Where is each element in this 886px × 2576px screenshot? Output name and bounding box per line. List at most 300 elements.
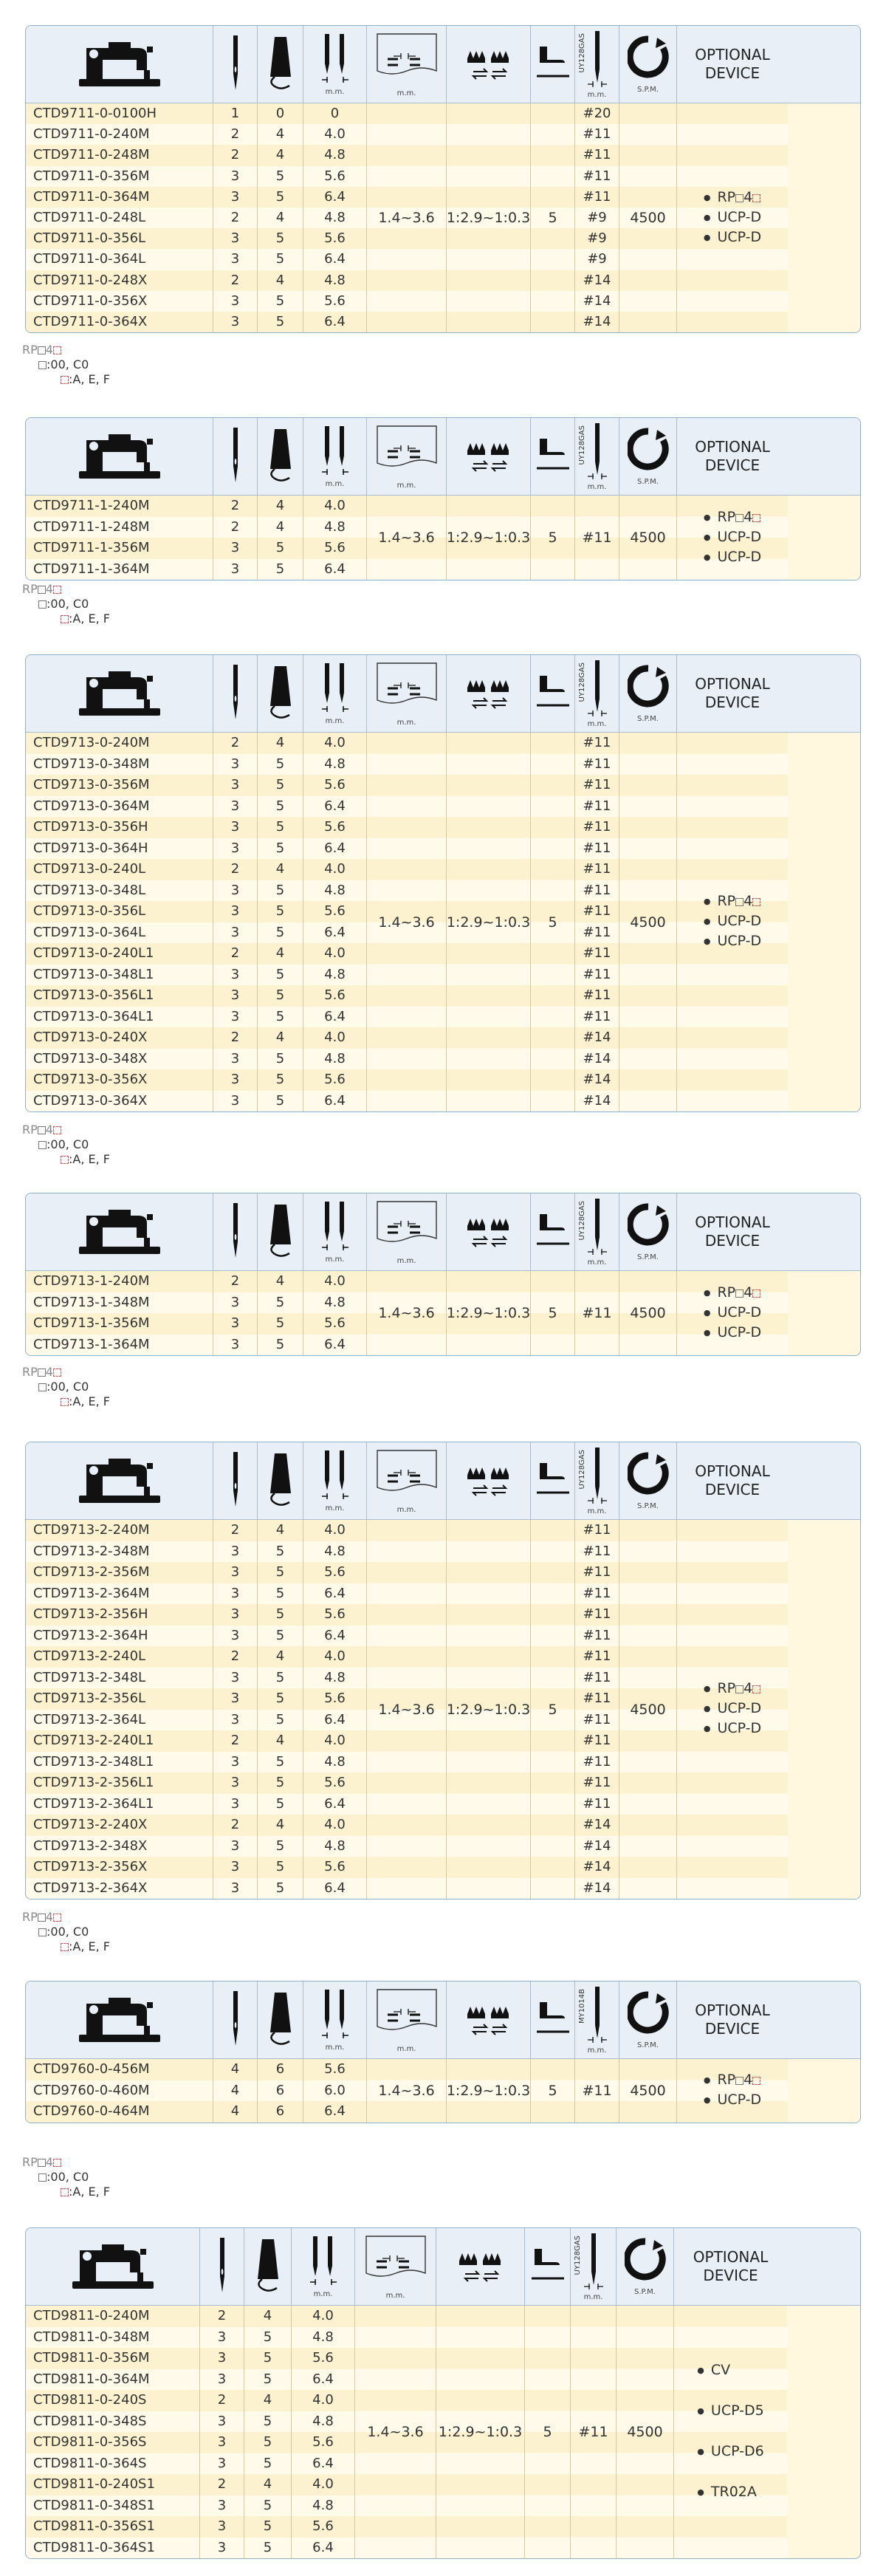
presser-foot-lift: [531, 496, 575, 580]
note-box-values: :00, C0: [47, 1925, 89, 1939]
table-cell: #11: [575, 965, 619, 986]
table-cell: 4: [258, 1730, 303, 1752]
spec-table: [25, 1442, 861, 1900]
model-column: [26, 733, 213, 1111]
device-name: UCP-D: [717, 1304, 762, 1320]
table-cell: 3: [213, 1541, 257, 1563]
presser-foot-lift-icon: [535, 434, 571, 479]
needle-system-icon: [586, 659, 608, 719]
rp-digit: 4: [744, 2072, 753, 2088]
table-cell: 5.6: [303, 901, 366, 922]
table-cell: CTD9713-2-364H: [26, 1626, 213, 1647]
table-cell: 5: [244, 2369, 291, 2391]
table-cell: 3: [213, 1049, 257, 1070]
table-cell: CTD9713-0-356H: [26, 817, 213, 838]
max-speed-value: 4500: [627, 2424, 663, 2440]
needle-system-label: UY128GAS: [578, 33, 586, 73]
needle-system-icon: [586, 30, 608, 90]
max-speed: [617, 2306, 674, 2558]
needle-icon: [230, 34, 241, 95]
table-cell: #14: [575, 1049, 619, 1070]
table-cell: 3: [200, 2348, 244, 2369]
thread-cone-icon: [266, 1450, 295, 1511]
table-cell: CTD9711-0-248L: [26, 208, 213, 228]
table-cell: 5: [258, 291, 303, 312]
needle-size-value: #11: [582, 2083, 612, 2099]
table-cell: 4.8: [303, 1049, 366, 1070]
table-cell: 2: [200, 2474, 244, 2496]
placeholder-dashed-box-icon: [752, 194, 760, 202]
table-cell: #11: [575, 1626, 619, 1647]
spec-table: [25, 1193, 861, 1356]
table-cell: CTD9811-0-348M: [26, 2327, 199, 2349]
note-line-rp: [22, 343, 110, 357]
table-cell: #11: [575, 1541, 619, 1563]
table-cell: 4.0: [303, 1815, 366, 1836]
table-cell: 4: [258, 496, 303, 517]
placeholder-box-icon: [38, 1126, 46, 1134]
placeholder-dashed-box-icon: [752, 2077, 760, 2085]
device-name: TR02A: [710, 2484, 757, 2500]
table-cell: 4.0: [292, 2474, 354, 2496]
placeholder-dashed-box-icon: [752, 898, 760, 906]
table-cell: 5: [258, 187, 303, 208]
needle-system-icon: [586, 422, 608, 482]
placeholder-box-icon: [735, 1685, 744, 1693]
sewing-machine-icon: [64, 1201, 175, 1263]
table-cell: CTD9713-2-240X: [26, 1815, 213, 1836]
table-cell: #11: [575, 1562, 619, 1583]
placeholder-dashed-box-icon: [53, 586, 61, 594]
needles-column: [213, 1520, 258, 1899]
table-cell: 3: [213, 1626, 257, 1647]
speed-icon: [625, 2237, 666, 2287]
header-cell: [26, 1981, 213, 2058]
spec-table-section: [25, 25, 861, 333]
table-cell: CTD9713-1-364M: [26, 1335, 213, 1356]
table-cell: CTD9713-0-356M: [26, 775, 213, 796]
table-cell: 3: [213, 1007, 257, 1028]
table-cell: 5: [258, 1688, 303, 1710]
rp-code-notes: [22, 1365, 110, 1409]
table-cell: CTD9713-2-364M: [26, 1583, 213, 1605]
needle-system-label: MY1014B: [578, 1989, 586, 2024]
presser-foot-lift: [531, 733, 575, 1111]
table-cell: 3: [213, 1752, 257, 1773]
table-cell: 3: [200, 2432, 244, 2453]
note-rp: RP: [22, 1365, 38, 1379]
needle-icon: [230, 1202, 241, 1262]
header-cell: [447, 418, 531, 495]
speed-unit-label: S.P.M.: [637, 86, 659, 94]
table-cell: 5.6: [303, 817, 366, 838]
note-dashed-values: :A, E, F: [69, 2185, 110, 2199]
table-cell: 5: [258, 1626, 303, 1647]
speed-unit-label: S.P.M.: [637, 1502, 659, 1510]
table-body: [26, 1520, 860, 1899]
table-cell: 5: [244, 2432, 291, 2453]
presser-foot-lift-value: 5: [548, 1305, 557, 1321]
needle-system-icon: [586, 1446, 608, 1507]
table-cell: 5.6: [292, 2348, 354, 2369]
table-cell: #11: [575, 754, 619, 775]
table-cell: CTD9711-1-364M: [26, 559, 213, 580]
differential-feed-icon: [463, 1459, 515, 1503]
table-cell: 4.0: [303, 496, 366, 517]
table-cell: 3: [213, 1878, 257, 1900]
needle-system-label: UY128GAS: [578, 662, 586, 702]
table-cell: 3: [213, 228, 257, 249]
unit-label: m.m.: [583, 2293, 603, 2301]
header-cell: [26, 418, 213, 495]
table-cell: 6.4: [303, 1335, 366, 1356]
unit-label: m.m.: [396, 719, 416, 727]
stitch-length-value: 1.4~3.6: [367, 2424, 424, 2440]
table-cell: CTD9713-0-348L: [26, 880, 213, 902]
table-body: [26, 733, 860, 1111]
table-cell: CTD9811-0-240S: [26, 2390, 199, 2411]
placeholder-dashed-box-icon: [61, 1943, 69, 1951]
device-item: [704, 188, 761, 208]
note-line-rp: [22, 1910, 110, 1925]
header-cell: [531, 655, 575, 732]
header-cell: [258, 418, 303, 495]
table-cell: 3: [213, 775, 257, 796]
needles-column: [213, 103, 258, 332]
header-cell: [447, 1193, 531, 1270]
device-item: [697, 2351, 763, 2391]
device-name: UCP-D: [717, 528, 762, 545]
table-cell: 2: [213, 1730, 257, 1752]
presser-foot-lift: [531, 103, 575, 332]
device-name: UCP-D: [717, 228, 762, 245]
table-cell: CTD9713-0-240X: [26, 1027, 213, 1049]
table-cell: 5: [258, 228, 303, 249]
table-cell: 5: [244, 2348, 291, 2369]
device-item: [704, 528, 761, 548]
header-cell: [244, 2228, 292, 2305]
header-cell-optional-device: [677, 1442, 788, 1519]
device-name: UCP-D: [717, 1720, 762, 1736]
header-cell: [525, 2228, 571, 2305]
table-cell: 5.6: [303, 1069, 366, 1091]
header-cell: [575, 655, 619, 732]
placeholder-dashed-box-icon: [61, 1156, 69, 1164]
table-cell: 5: [258, 1752, 303, 1773]
max-speed-value: 4500: [630, 914, 666, 931]
table-cell: CTD9711-1-240M: [26, 496, 213, 517]
header-cell: [619, 655, 677, 732]
unit-label: m.m.: [385, 2292, 405, 2300]
table-cell: 2: [213, 733, 257, 754]
header-cell: [619, 418, 677, 495]
max-speed: [619, 2059, 677, 2123]
table-cell: CTD9713-0-356X: [26, 1069, 213, 1091]
presser-foot-lift-value: 5: [543, 2424, 552, 2440]
max-speed-value: 4500: [630, 2083, 666, 2099]
table-cell: #11: [575, 880, 619, 902]
placeholder-box-icon: [735, 1289, 744, 1298]
placeholder-box-icon: [735, 194, 744, 202]
unit-label: m.m.: [313, 2290, 333, 2298]
table-cell: 5.6: [303, 1562, 366, 1583]
header-cell: [258, 26, 303, 103]
device-name: UCP-D: [717, 548, 762, 565]
sewing-machine-icon: [64, 33, 175, 95]
placeholder-dashed-box-icon: [752, 1685, 760, 1693]
header-cell: [575, 418, 619, 495]
table-cell: 3: [200, 2327, 244, 2349]
stitch-length: [355, 2306, 436, 2558]
note-dashed-values: :A, E, F: [69, 1939, 110, 1953]
header-cell: [447, 1981, 531, 2058]
optional-device-heading: OPTIONAL DEVICE: [693, 2248, 769, 2284]
table-cell: #11: [575, 1520, 619, 1541]
device-name: UCP-D5: [710, 2402, 764, 2419]
placeholder-dashed-box-icon: [61, 376, 69, 384]
max-speed-value: 4500: [630, 530, 666, 546]
table-cell: 5.6: [303, 1857, 366, 1878]
rp-code-notes: [22, 343, 110, 387]
note-digit: 4: [45, 2155, 53, 2169]
max-speed-value: 4500: [630, 210, 666, 226]
optional-device-heading: OPTIONAL DEVICE: [695, 2001, 770, 2038]
unit-label: m.m.: [396, 1506, 416, 1514]
placeholder-dashed-box-icon: [53, 1126, 61, 1134]
table-cell: 5: [258, 775, 303, 796]
header-cell: [436, 2228, 525, 2305]
header-cell: [303, 418, 367, 495]
needle-gauge-column: [303, 733, 367, 1111]
table-cell: 3: [200, 2411, 244, 2433]
table-cell: 5.6: [303, 1772, 366, 1794]
placeholder-box-icon: [38, 361, 47, 369]
header-cell: [575, 1442, 619, 1519]
table-cell: 6.4: [303, 1710, 366, 1731]
differential-ratio: [447, 103, 531, 332]
table-cell: 4.8: [303, 208, 366, 228]
table-cell: 5: [258, 538, 303, 559]
needle-system-label: UY128GAS: [574, 2236, 582, 2275]
table-cell: #11: [575, 1772, 619, 1794]
table-cell: 3: [213, 1091, 257, 1112]
table-cell: 3: [213, 166, 257, 187]
table-cell: CTD9711-0-356X: [26, 291, 213, 312]
header-cell: [303, 655, 367, 732]
header-cell: [213, 1193, 258, 1270]
table-cell: 3: [213, 1688, 257, 1710]
table-cell: #11: [575, 985, 619, 1007]
header-cell: [26, 655, 213, 732]
stitch-length: [367, 1520, 447, 1899]
rp-code-notes: [22, 2155, 110, 2199]
table-cell: 5: [258, 1313, 303, 1335]
table-cell: 5: [244, 2411, 291, 2433]
sewing-machine-icon: [64, 662, 175, 724]
optional-devices: [677, 1271, 788, 1355]
speed-unit-label: S.P.M.: [634, 2288, 656, 2296]
table-cell: 2: [213, 943, 257, 965]
table-cell: CTD9713-2-364L: [26, 1710, 213, 1731]
table-cell: 6: [258, 2059, 303, 2080]
needle-gauge-icon: [309, 2235, 338, 2289]
device-item: [704, 932, 761, 952]
spec-table-section: [25, 1442, 861, 1900]
device-item: [704, 548, 761, 568]
table-cell: CTD9713-0-240M: [26, 733, 213, 754]
rp-digit: 4: [744, 1284, 753, 1301]
table-cell: CTD9760-0-460M: [26, 2080, 213, 2102]
optional-device-heading: OPTIONAL DEVICE: [695, 438, 770, 474]
table-cell: CTD9713-2-240M: [26, 1520, 213, 1541]
table-cell: 6.4: [303, 2101, 366, 2123]
table-cell: #11: [575, 166, 619, 187]
table-cell: 5.6: [303, 166, 366, 187]
header-cell: [367, 26, 447, 103]
header-cell: [200, 2228, 244, 2305]
table-cell: 5: [258, 1069, 303, 1091]
device-name: UCP-D6: [710, 2443, 764, 2459]
table-cell: 0: [258, 103, 303, 124]
sewing-machine-icon: [64, 1989, 175, 2051]
table-cell: CTD9713-2-348L: [26, 1668, 213, 1689]
unit-label: m.m.: [325, 480, 345, 488]
model-column: [26, 2059, 213, 2123]
unit-label: m.m.: [325, 1256, 345, 1264]
header-cell: [531, 1981, 575, 2058]
placeholder-dashed-box-icon: [53, 1368, 61, 1377]
stitch-length: [367, 733, 447, 1111]
spec-table: [25, 417, 861, 580]
table-cell: 6.4: [303, 1007, 366, 1028]
table-cell: 1: [213, 103, 257, 124]
presser-foot-lift-icon: [535, 1998, 571, 2042]
table-cell: 6.4: [303, 312, 366, 332]
table-cell: #11: [575, 1688, 619, 1710]
table-cell: 5: [258, 985, 303, 1007]
table-cell: 5.6: [303, 538, 366, 559]
note-dashed-values: :A, E, F: [69, 1152, 110, 1166]
placeholder-dashed-box-icon: [61, 2188, 69, 2196]
table-body: [26, 2059, 860, 2123]
speed-unit-label: S.P.M.: [637, 1253, 659, 1261]
needle-gauge-column: [303, 496, 367, 580]
table-header: [26, 1193, 860, 1271]
table-cell: #11: [575, 859, 619, 880]
note-rp: RP: [22, 1910, 38, 1924]
table-cell: 3: [213, 559, 257, 580]
table-cell: 3: [213, 1335, 257, 1356]
device-name: RP: [717, 893, 736, 909]
header-cell: [26, 1193, 213, 1270]
header-cell: [531, 1193, 575, 1270]
rp-code-notes: [22, 1123, 110, 1167]
differential-ratio: [447, 733, 531, 1111]
table-cell: 5: [244, 2538, 291, 2559]
device-item: [704, 2071, 761, 2091]
spec-table-section: [25, 2227, 861, 2559]
table-cell: #14: [575, 270, 619, 291]
table-cell: CTD9713-1-240M: [26, 1271, 213, 1292]
needle-system-label: UY128GAS: [578, 1450, 586, 1490]
needle-system-icon: [586, 1985, 608, 2046]
header-cell: [303, 1442, 367, 1519]
differential-ratio: [447, 1520, 531, 1899]
differential-ratio: [447, 2059, 531, 2123]
note-line-rp: [22, 2155, 110, 2170]
differential-feed-icon: [463, 1998, 515, 2042]
table-cell: 6.4: [292, 2453, 354, 2475]
header-cell: [617, 2228, 674, 2305]
differential-feed-icon: [463, 42, 515, 86]
table-cell: CTD9713-2-364X: [26, 1878, 213, 1900]
differential-feed-icon: [455, 2244, 506, 2289]
header-cell-optional-device: [677, 655, 788, 732]
table-cell: 5: [258, 312, 303, 332]
table-cell: 3: [213, 1583, 257, 1605]
header-cell: [367, 1193, 447, 1270]
table-cell: 5: [258, 166, 303, 187]
needle-system-label: UY128GAS: [578, 1201, 586, 1241]
threads-column: [244, 2306, 292, 2558]
placeholder-box-icon: [38, 2159, 46, 2167]
table-cell: 3: [200, 2496, 244, 2517]
stitch-length: [367, 496, 447, 580]
placeholder-box-icon: [38, 1368, 46, 1377]
table-cell: 6.4: [303, 559, 366, 580]
table-cell: 2: [213, 1027, 257, 1049]
max-speed-value: 4500: [630, 1305, 666, 1321]
unit-label: m.m.: [587, 2046, 607, 2055]
rp-digit: 4: [744, 1680, 753, 1696]
table-cell: 6.4: [303, 1794, 366, 1815]
presser-foot-lift-icon: [535, 671, 571, 716]
table-cell: 5: [258, 1583, 303, 1605]
unit-label: m.m.: [587, 720, 607, 728]
table-cell: 4.8: [303, 1752, 366, 1773]
table-cell: 3: [213, 796, 257, 818]
device-list: [704, 508, 761, 568]
table-header: [26, 1981, 860, 2059]
note-line-box: [22, 1380, 110, 1394]
header-cell: [575, 1981, 619, 2058]
header-cell: [258, 1442, 303, 1519]
table-cell: 3: [213, 817, 257, 838]
header-cell: [26, 1442, 213, 1519]
header-cell: [447, 655, 531, 732]
table-cell: 3: [213, 922, 257, 944]
stitch-length-value: 1.4~3.6: [378, 2083, 435, 2099]
placeholder-dashed-box-icon: [61, 1398, 69, 1406]
table-cell: CTD9713-2-356X: [26, 1857, 213, 1878]
unit-label: m.m.: [396, 89, 416, 97]
thread-cone-icon: [266, 426, 295, 487]
header-cell: [258, 655, 303, 732]
needle-gauge-column: [303, 103, 367, 332]
header-cell: [355, 2228, 436, 2305]
table-cell: 5: [258, 1541, 303, 1563]
table-cell: CTD9711-1-356M: [26, 538, 213, 559]
header-cell: [367, 1981, 447, 2058]
table-cell: 3: [213, 1668, 257, 1689]
table-cell: #11: [575, 733, 619, 754]
presser-foot-lift: [525, 2306, 571, 2558]
placeholder-box-icon: [735, 898, 744, 906]
table-cell: #14: [575, 1815, 619, 1836]
table-cell: 5: [258, 249, 303, 270]
table-cell: 3: [213, 838, 257, 860]
rp-digit: 4: [744, 188, 753, 205]
